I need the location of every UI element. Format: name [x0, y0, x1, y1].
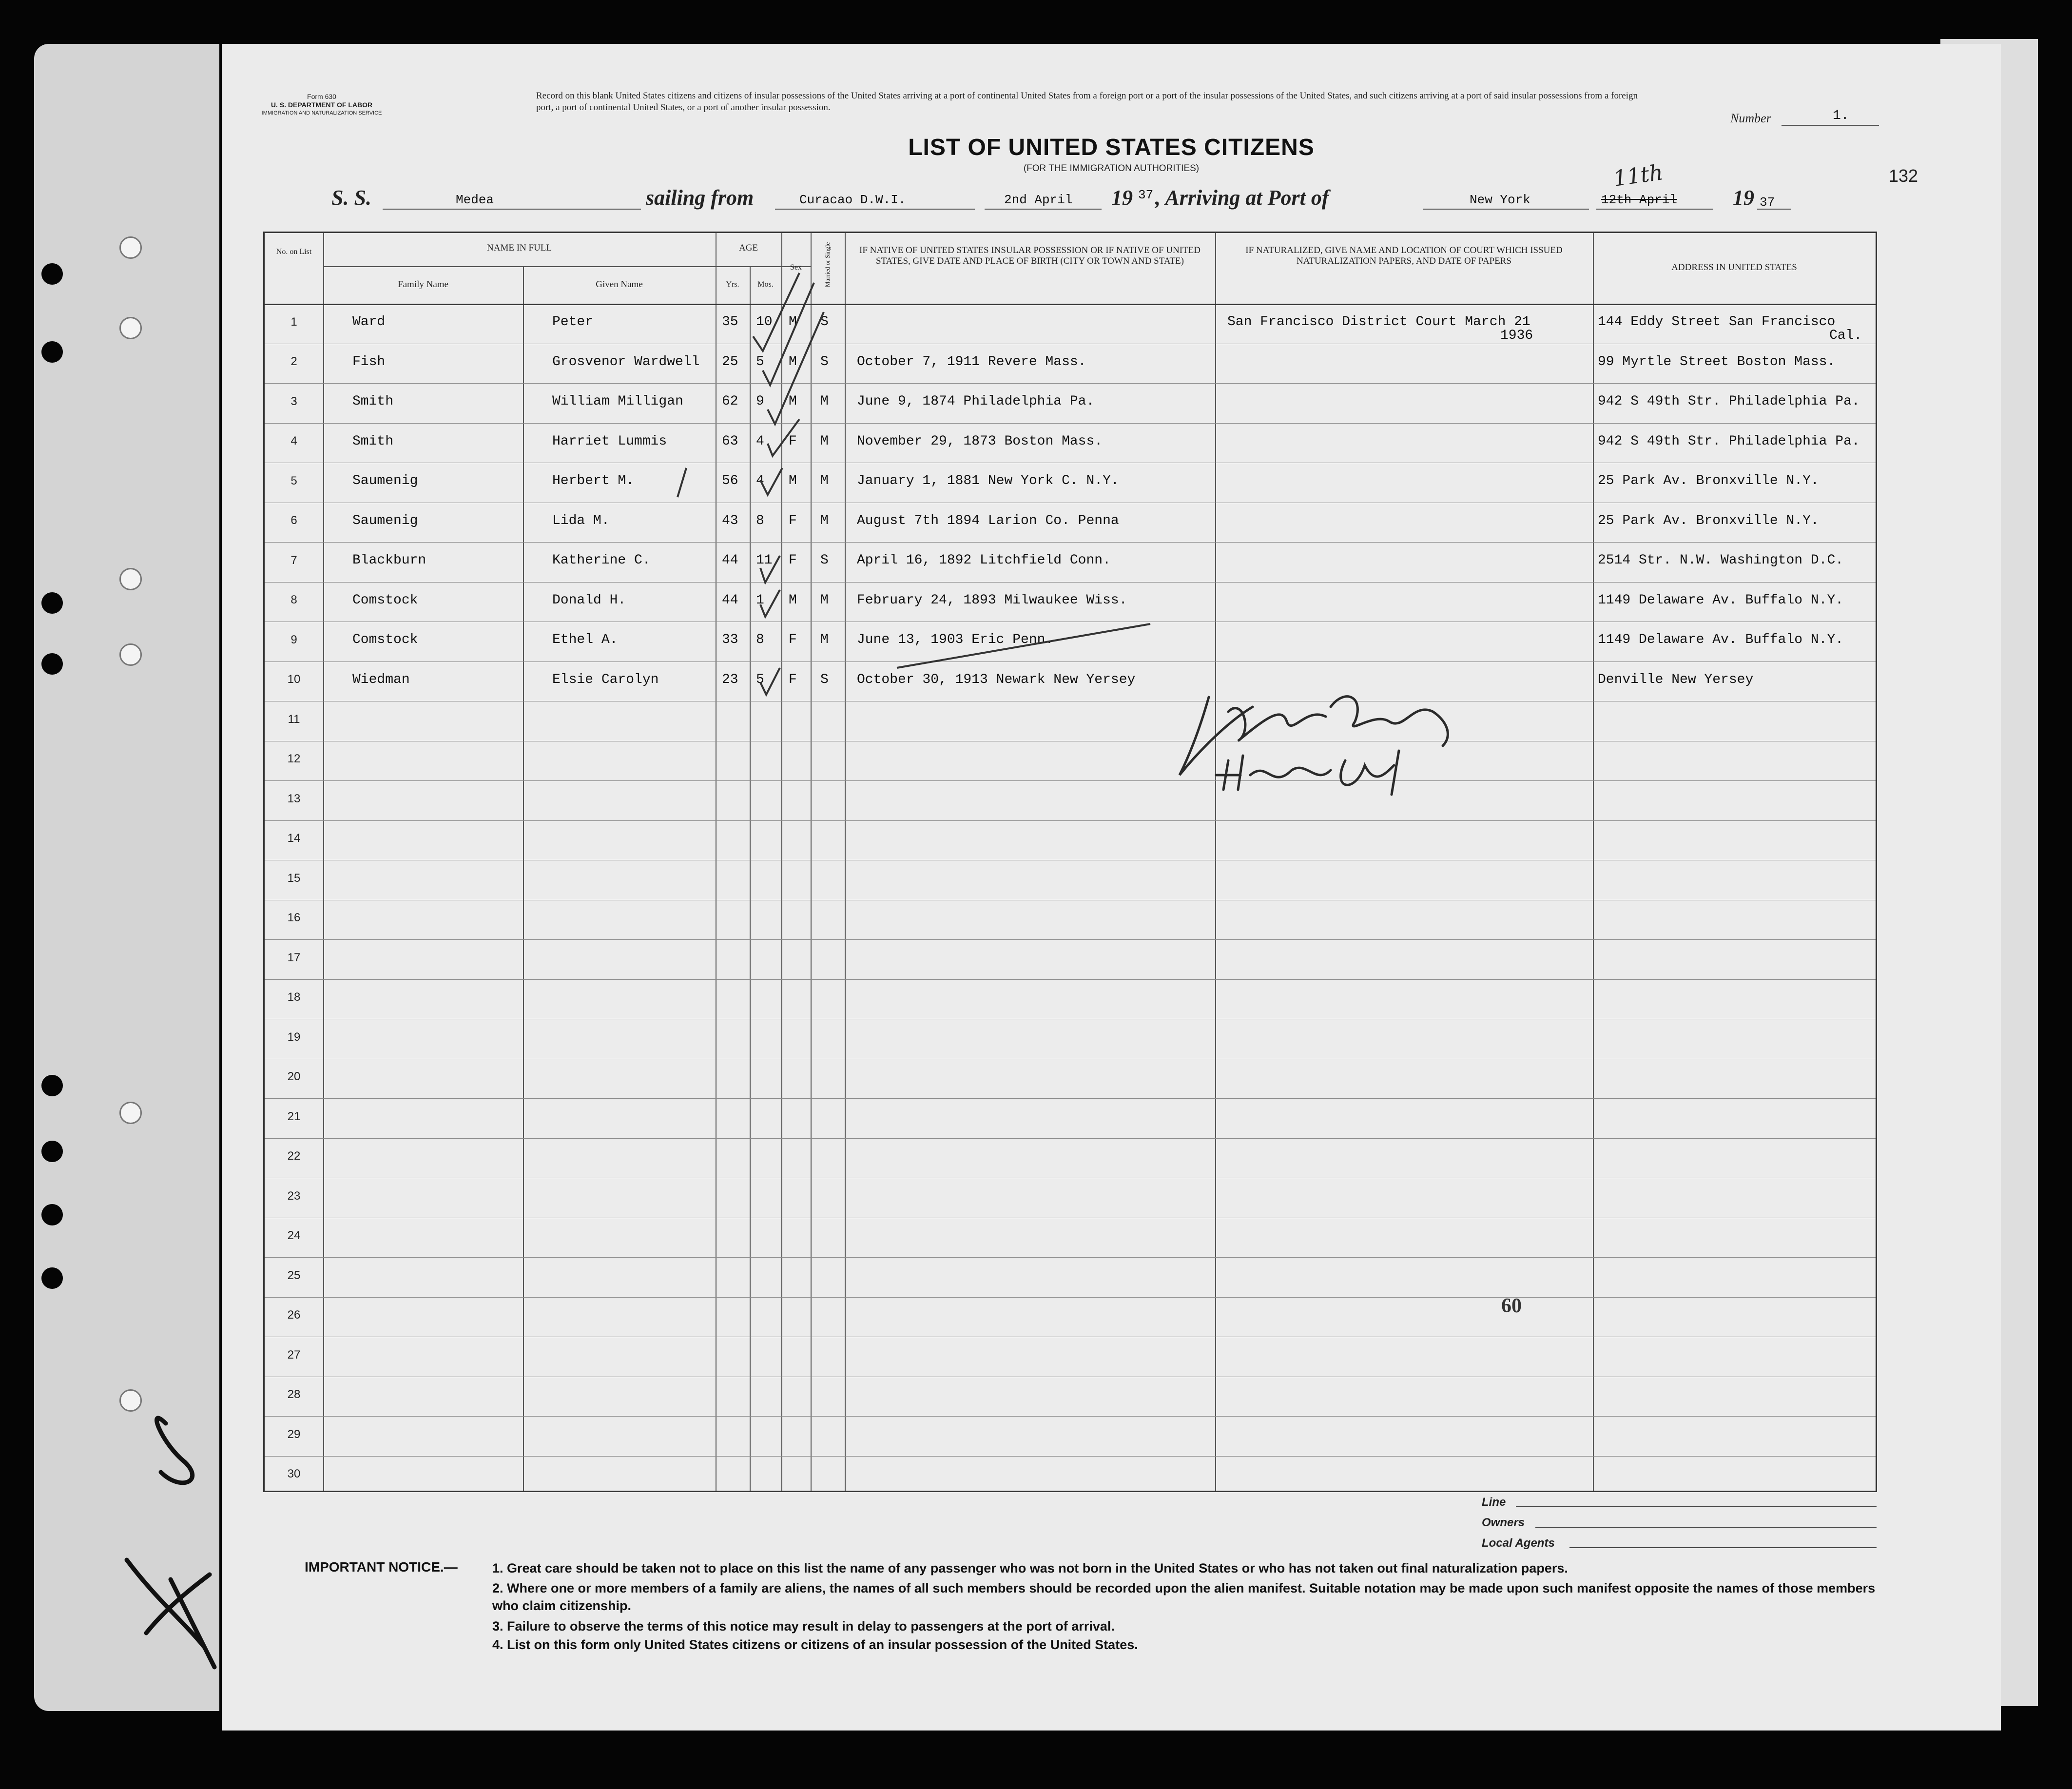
header-yrs: Yrs. — [726, 280, 739, 289]
row-number: 10 — [287, 673, 301, 686]
birth-cell: June 9, 1874 Philadelphia Pa. — [857, 394, 1095, 409]
address-cell: 942 S 49th Str. Philadelphia Pa. — [1598, 394, 1860, 409]
notice-item-3: 3. Failure to observe the terms of this notice may result in delay to passengers at the port of arrival. — [492, 1619, 1115, 1633]
birth-cell: October 30, 1913 Newark New Yersey — [857, 672, 1136, 687]
row-number: 12 — [287, 752, 301, 765]
arrival-date-struck: 12th April — [1601, 193, 1678, 207]
age-months-cell: 8 — [756, 513, 764, 528]
service: IMMIGRATION AND NATURALIZATION SERVICE — [261, 110, 382, 116]
age-years-cell: 25 — [722, 354, 738, 369]
row-number: 3 — [290, 394, 297, 408]
sex-cell: M — [789, 314, 797, 330]
row-number: 5 — [290, 474, 297, 487]
notice-heading: IMPORTANT NOTICE.— — [305, 1559, 458, 1575]
sailing-label: sailing from — [646, 186, 754, 210]
address-cell-line2: Cal. — [1829, 328, 1862, 343]
sex-cell: M — [789, 592, 797, 608]
arrival-year-prefix: 19 — [1733, 186, 1754, 210]
address-cell: 2514 Str. N.W. Washington D.C. — [1598, 553, 1844, 568]
header-married: Married or Single — [824, 242, 831, 288]
row-number: 21 — [287, 1109, 301, 1123]
row-number: 4 — [290, 434, 297, 447]
marital-cell: M — [820, 433, 829, 449]
row-number: 8 — [290, 593, 297, 606]
number-label: Number — [1730, 111, 1771, 125]
depart-year-prefix: 19 — [1111, 186, 1133, 210]
row-number: 7 — [290, 553, 297, 567]
from-port: Curacao D.W.I. — [799, 193, 906, 207]
address-cell: 1149 Delaware Av. Buffalo N.Y. — [1598, 632, 1844, 647]
local-agents-label: Local Agents — [1482, 1536, 1555, 1550]
row-number: 23 — [287, 1189, 301, 1203]
depart-year: 37 — [1138, 188, 1154, 202]
age-months-cell: 5 — [756, 354, 764, 369]
row-number: 25 — [287, 1268, 301, 1282]
family-name-cell: Saumenig — [352, 513, 418, 528]
header-address: ADDRESS IN UNITED STATES — [1671, 262, 1797, 272]
row-number: 15 — [287, 871, 301, 885]
birth-cell: June 13, 1903 Eric Penn. — [857, 632, 1054, 647]
age-months-cell: 4 — [756, 473, 764, 488]
header-name-in-full: NAME IN FULL — [487, 243, 552, 253]
birth-cell: April 16, 1892 Litchfield Conn. — [857, 553, 1111, 568]
address-cell: 942 S 49th Str. Philadelphia Pa. — [1598, 433, 1860, 449]
row-number: 13 — [287, 792, 301, 805]
page-subtitle: (FOR THE IMMIGRATION AUTHORITIES) — [1023, 163, 1200, 174]
marital-cell: M — [820, 513, 829, 528]
family-name-cell: Blackburn — [352, 553, 426, 568]
age-months-cell: 5 — [756, 672, 764, 687]
given-name-cell: Elsie Carolyn — [552, 672, 659, 687]
page-title: LIST OF UNITED STATES CITIZENS — [908, 135, 1315, 160]
row-number: 18 — [287, 991, 301, 1004]
ship-name: Medea — [456, 193, 494, 207]
row-number: 19 — [287, 1030, 301, 1044]
given-name-cell: Peter — [552, 314, 594, 330]
birth-cell: August 7th 1894 Larion Co. Penna — [857, 513, 1119, 528]
arrival-date-correction: 11th — [1611, 160, 1665, 192]
marital-cell: M — [820, 632, 829, 647]
row-number: 2 — [290, 355, 297, 368]
age-months-cell: 1 — [756, 592, 764, 608]
age-months-cell: 10 — [756, 314, 773, 330]
owners-label: Owners — [1482, 1516, 1525, 1529]
naturalization-cell-line2: 1936 — [1500, 328, 1533, 343]
row-number: 16 — [287, 911, 301, 924]
birth-cell: February 24, 1893 Milwaukee Wiss. — [857, 592, 1127, 608]
row-number: 17 — [287, 951, 301, 964]
sex-cell: M — [789, 354, 797, 369]
sex-cell: F — [789, 553, 797, 568]
row-number: 6 — [290, 514, 297, 527]
family-name-cell: Wiedman — [352, 672, 410, 687]
age-years-cell: 43 — [722, 513, 738, 528]
row-number: 14 — [287, 832, 301, 845]
form-number: Form 630 — [307, 93, 336, 100]
sex-cell: F — [789, 433, 797, 449]
address-cell: 1149 Delaware Av. Buffalo N.Y. — [1598, 592, 1844, 608]
address-cell: 99 Myrtle Street Boston Mass. — [1598, 354, 1836, 369]
notice-item-4: 4. List on this form only United States citizens or citizens of an insular possession of the United States. — [492, 1637, 1138, 1652]
arriving-label: , Arriving at Port of — [1155, 186, 1329, 210]
given-name-cell: Harriet Lummis — [552, 433, 667, 449]
sex-cell: F — [789, 672, 797, 687]
row-number: 29 — [287, 1427, 301, 1441]
sex-cell: F — [789, 632, 797, 647]
address-cell: 25 Park Av. Bronxville N.Y. — [1598, 513, 1819, 528]
row-number: 9 — [290, 633, 297, 646]
given-name-cell: Donald H. — [552, 592, 626, 608]
age-years-cell: 23 — [722, 672, 738, 687]
marital-cell: S — [820, 553, 829, 568]
given-name-cell: Lida M. — [552, 513, 610, 528]
naturalization-cell: San Francisco District Court March 21 — [1227, 314, 1530, 330]
header-age: AGE — [738, 243, 758, 253]
row-number: 28 — [287, 1388, 301, 1401]
family-name-cell: Smith — [352, 394, 394, 409]
row-number: 1 — [290, 315, 297, 329]
age-months-cell: 8 — [756, 632, 764, 647]
marital-cell: S — [820, 354, 829, 369]
row-number: 27 — [287, 1348, 301, 1361]
arrival-port: New York — [1470, 193, 1530, 207]
address-cell: Denville New Yersey — [1598, 672, 1754, 687]
age-years-cell: 33 — [722, 632, 738, 647]
stamp-number: 60 — [1501, 1295, 1522, 1317]
given-name-cell: Grosvenor Wardwell — [552, 354, 700, 369]
page-number: 132 — [1889, 166, 1918, 186]
family-name-cell: Fish — [352, 354, 386, 369]
header-naturalized: IF NATURALIZED, GIVE NAME AND LOCATION OF COURT WHICH ISSUED NATURALIZATION PAPERS, AND DATE OF PAPERS — [1245, 245, 1563, 266]
row-number: 24 — [287, 1229, 301, 1242]
row-number: 22 — [287, 1149, 301, 1163]
marital-cell: M — [820, 473, 829, 488]
age-months-cell: 4 — [756, 433, 764, 449]
address-cell: 144 Eddy Street San Francisco — [1598, 314, 1836, 330]
instructions: Record on this blank United States citizens and citizens of insular possessions of the United States arriving at a port of continental United States from a foreign port or a port of the insular possessions of the United States, and such citizens arriving at a port of said insular possessions from a foreign port, a port of continental United States, or a port of another insular possession. — [536, 91, 1638, 113]
given-name-cell: Herbert M. — [552, 473, 635, 488]
department: U. S. DEPARTMENT OF LABOR — [271, 101, 373, 109]
arrival-year: 37 — [1760, 195, 1775, 210]
header-birth: IF NATIVE OF UNITED STATES INSULAR POSSESSION OR IF NATIVE OF UNITED STATES, GIVE DATE AND PLACE OF BIRTH (CITY OR TOWN AND STATE) — [859, 245, 1201, 266]
marital-cell: S — [820, 672, 829, 687]
header-sex: Sex — [790, 263, 802, 272]
family-name-cell: Smith — [352, 433, 394, 449]
age-months-cell: 11 — [756, 553, 773, 568]
notice-item-1: 1. Great care should be taken not to place on this list the name of any passenger who was not born in the United States or who has not taken out final naturalization papers. — [492, 1561, 1568, 1575]
depart-date: 2nd April — [1004, 193, 1073, 207]
family-name-cell: Comstock — [352, 632, 418, 647]
sex-cell: F — [789, 513, 797, 528]
notice-item-2: 2. Where one or more members of a family are aliens, the names of all such members should be recorded upon the alien manifest. Suitable notation may be made upon such manifest opposite the names of those members who claim citizenship. — [492, 1581, 1876, 1613]
address-cell: 25 Park Av. Bronxville N.Y. — [1598, 473, 1819, 488]
row-number: 11 — [288, 712, 300, 726]
given-name-cell: William Milligan — [552, 394, 683, 409]
given-name-cell: Katherine C. — [552, 553, 651, 568]
age-years-cell: 44 — [722, 592, 738, 608]
marital-cell: M — [820, 592, 829, 608]
age-years-cell: 62 — [722, 394, 738, 409]
row-number: 30 — [287, 1467, 301, 1480]
age-years-cell: 44 — [722, 553, 738, 568]
row-number: 26 — [287, 1308, 301, 1322]
ss-label: S. S. — [331, 186, 371, 210]
age-years-cell: 63 — [722, 433, 738, 449]
line-label: Line — [1482, 1496, 1506, 1509]
birth-cell: October 7, 1911 Revere Mass. — [857, 354, 1086, 369]
family-name-cell: Ward — [352, 314, 386, 330]
birth-cell: January 1, 1881 New York C. N.Y. — [857, 473, 1119, 488]
given-name-cell: Ethel A. — [552, 632, 618, 647]
header-no: No. on List — [276, 248, 312, 256]
age-months-cell: 9 — [756, 394, 764, 409]
header-family-name: Family Name — [398, 279, 448, 290]
family-name-cell: Comstock — [352, 592, 418, 608]
header-given-name: Given Name — [596, 279, 643, 290]
birth-cell: November 29, 1873 Boston Mass. — [857, 433, 1103, 449]
marital-cell: M — [820, 394, 829, 409]
age-years-cell: 35 — [722, 314, 738, 330]
number-value: 1. — [1833, 108, 1849, 123]
row-number: 20 — [287, 1070, 301, 1083]
sex-cell: M — [789, 394, 797, 409]
age-years-cell: 56 — [722, 473, 738, 488]
sex-cell: M — [789, 473, 797, 488]
header-mos: Mos. — [757, 280, 774, 289]
marital-cell: S — [820, 314, 829, 330]
family-name-cell: Saumenig — [352, 473, 418, 488]
